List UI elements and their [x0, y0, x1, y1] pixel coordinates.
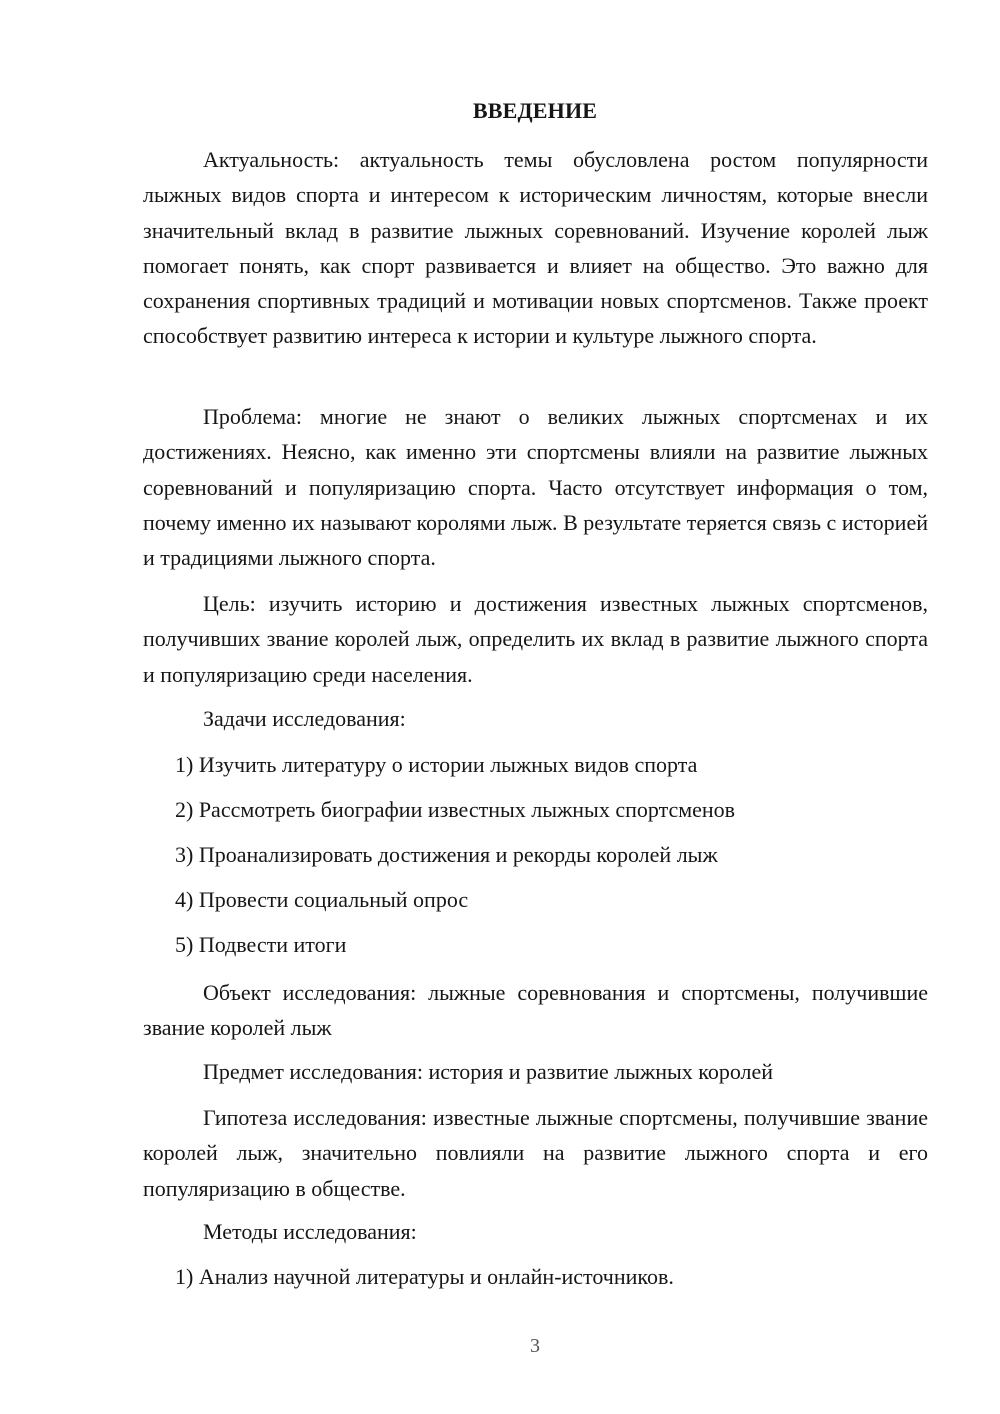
- tasks-heading: Задачи исследования:: [203, 706, 406, 731]
- task-item: 3) Проанализировать достижения и рекорды королей лыж: [175, 842, 718, 867]
- hypothesis-paragraph: Гипотеза исследования: известные лыжные спортсмены, получившие звание королей лыж, значительно повлияли на развитие лыжного спорта и его популяризацию в обществе.: [143, 1105, 928, 1201]
- relevance-paragraph: Актуальность: актуальность темы обусловлена ростом популярности лыжных видов спорта и интересом к историческим личностям, которые внесли значительный вклад в развитие лыжных соревнований. Изучение королей лыж помогает понять, как спорт развивается и влияет на общество. Это важно для сохранения спортивных традиций и мотивации новых спортсменов. Также проект способствует развитию интереса к истории и культуре лыжного спорта.: [143, 147, 928, 349]
- page-title: ВВЕДЕНИЕ: [472, 98, 598, 123]
- methods-heading: Методы исследования:: [203, 1219, 417, 1244]
- task-item: 5) Подвести итоги: [175, 932, 347, 957]
- problem-paragraph: Проблема: многие не знают о великих лыжных спортсменах и их достижениях. Неясно, как именно эти спортсмены влияли на развитие лыжных соревнований и популяризацию спорта. Часто отсутствует информация о том, почему именно их называют королями лыж. В результате теряется связь с историей и традициями лыжного спорта.: [143, 404, 928, 571]
- task-item: 4) Провести социальный опрос: [175, 887, 469, 912]
- goal-paragraph: Цель: изучить историю и достижения известных лыжных спортсменов, получивших звание королей лыж, определить их вклад в развитие лыжного спорта и популяризацию среди населения.: [143, 591, 928, 687]
- task-item: 2) Рассмотреть биографии известных лыжных спортсменов: [175, 797, 736, 822]
- object-paragraph: Объект исследования: лыжные соревнования и спортсмены, получившие звание королей лыж: [143, 980, 928, 1041]
- task-item: 1) Изучить литературу о истории лыжных видов спорта: [175, 752, 698, 777]
- page-number: 3: [530, 1335, 540, 1357]
- method-item: 1) Анализ научной литературы и онлайн-источников.: [175, 1264, 674, 1289]
- subject-paragraph: Предмет исследования: история и развитие лыжных королей: [203, 1059, 774, 1084]
